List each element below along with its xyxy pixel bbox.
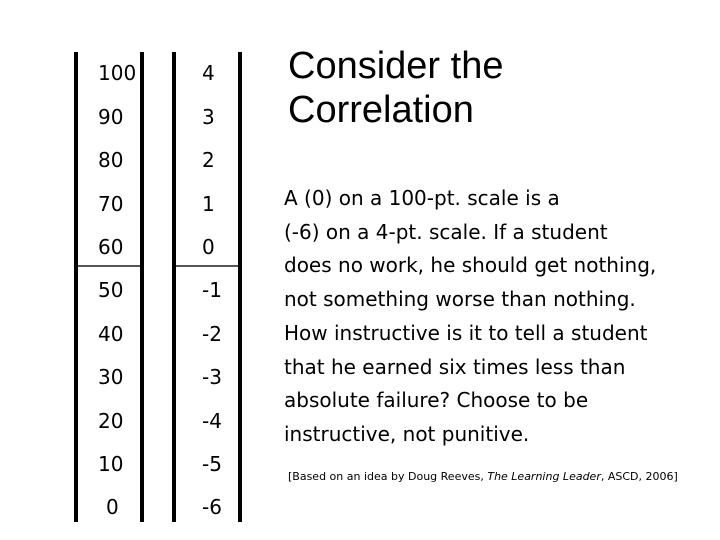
four-point-value: -3: [202, 365, 222, 389]
citation-book-title: The Learning Leader: [487, 470, 601, 483]
hundred-point-value: 30: [98, 365, 124, 389]
hundred-point-value: 40: [98, 322, 124, 346]
hundred-point-value: 100: [98, 61, 137, 85]
body-line: absolute failure? Choose to be: [284, 388, 589, 413]
four-point-value: 1: [202, 192, 215, 216]
body-line: How instructive is it to tell a student: [284, 320, 648, 345]
scale-divider: [176, 265, 238, 267]
four-point-value: 0: [202, 235, 215, 259]
hundred-point-value: 80: [98, 148, 124, 172]
four-point-value: 2: [202, 148, 215, 172]
body-line: A (0) on a 100-pt. scale is a: [284, 186, 560, 210]
citation-prefix: [Based on an idea by Doug Reeves,: [288, 470, 488, 483]
four-point-value: 3: [202, 105, 215, 129]
body-text: [284, 182, 716, 452]
citation-suffix: , ASCD, 2006]: [600, 470, 678, 483]
hundred-point-scale-column: [74, 52, 144, 522]
four-point-value: -4: [202, 409, 222, 433]
four-point-value: -1: [202, 278, 222, 302]
body-line: that he earned six times less than: [284, 354, 626, 379]
hundred-point-value: 60: [98, 235, 124, 259]
hundred-point-value: 10: [98, 452, 124, 476]
citation: [288, 470, 708, 484]
scale-divider: [78, 265, 140, 267]
hundred-point-value: 20: [98, 409, 124, 433]
slide-title: [288, 44, 588, 132]
body-line: (-6) on a 4-pt. scale. If a student: [284, 219, 608, 244]
body-line: does no work, he should get nothing,: [284, 253, 657, 278]
four-point-value: -6: [202, 495, 222, 519]
hundred-point-value: 50: [98, 278, 124, 302]
body-line: instructive, not punitive.: [284, 421, 530, 446]
hundred-point-value: 70: [98, 192, 124, 216]
title-line: Correlation: [288, 89, 474, 131]
hundred-point-value: 90: [98, 105, 124, 129]
hundred-point-value: 0: [106, 495, 119, 519]
title-line: Consider the: [288, 45, 504, 87]
four-point-scale-column: [172, 52, 242, 522]
four-point-value: 4: [202, 61, 215, 85]
four-point-value: -5: [202, 452, 222, 476]
body-line: not something worse than nothing.: [284, 287, 636, 312]
four-point-value: -2: [202, 322, 222, 346]
